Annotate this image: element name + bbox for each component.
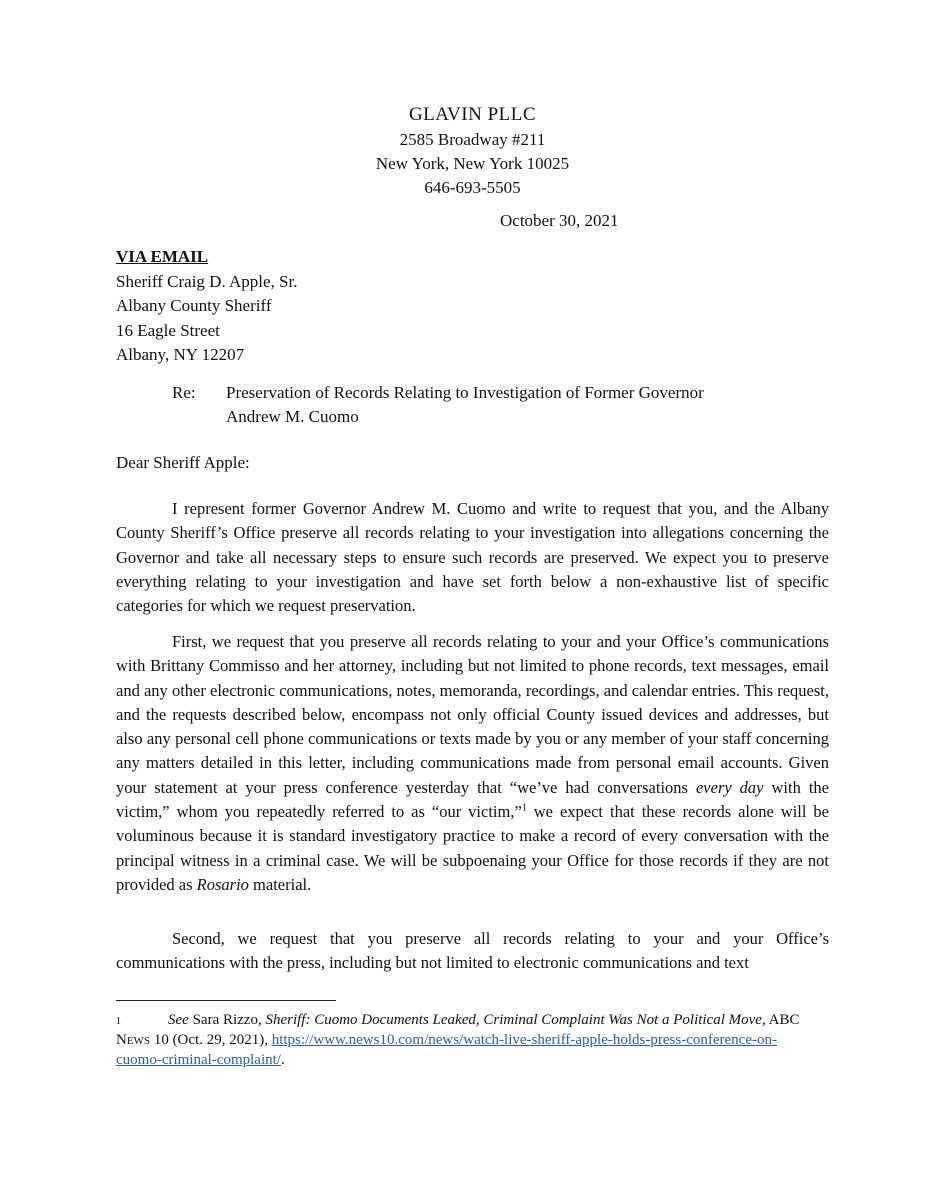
paragraph-first-request: [116, 630, 829, 897]
firm-address-line1: 2585 Broadway #211: [399, 130, 546, 149]
subject-line2: Andrew M. Cuomo: [226, 407, 359, 426]
paragraph-second-request: Second, we request that you preserve all records relating to your and your Office’s communications with the press, including but not limited to electronic communications and text: [116, 929, 829, 973]
addressee-block: [116, 245, 297, 368]
footnote-divider: [116, 1000, 336, 1001]
footnote-url-link[interactable]: https://www.news10.com/news/watch-live-sheriff-apple-holds-press-conference-on-cuomo-criminal-complaint/: [116, 1032, 777, 1068]
p2-text-part3: we expect that these records alone will be voluminous because it is standard investigatory practice to make a record of every conversation with the principal witness in a criminal case. We will be subpoenaing your Office for those records if they are not provided as: [116, 802, 829, 894]
p2-text-part2: with the victim,” whom you repeatedly referred to as “our victim,”: [116, 777, 829, 822]
p2-emphasis: every day: [695, 777, 764, 797]
footnote-publisher-news: News: [116, 1032, 151, 1048]
footnote-end: .: [280, 1052, 285, 1068]
paragraph-intro: I represent former Governor Andrew M. Cuomo and write to request that you, and the Albany County Sheriff’s Office preserve all records relating to your investigation into allegations concerning the Governor and take all necessary steps to ensure such records are preserved. We expect you to preserve everything relating to your investigation and have set forth below a non-exhaustive list of specific categories for which we request preservation.: [116, 499, 829, 616]
subject-text: [226, 381, 786, 429]
subject-line1: Preservation of Records Relating to Investigation of Former Governor: [226, 383, 704, 402]
footnote-publisher-prefix: , ABC: [761, 1012, 800, 1028]
footnote-publisher-suffix: 10 (Oct. 29, 2021),: [150, 1032, 272, 1048]
footnote-article-title: Sheriff: Cuomo Documents Leaked, Criminal Complaint Was Not a Political Move: [265, 1012, 762, 1028]
p2-rosario: Rosario: [196, 874, 249, 894]
letterhead: [0, 102, 945, 200]
subject-label: Re:: [172, 383, 196, 402]
addressee-city: Albany, NY 12207: [116, 345, 245, 364]
p2-text-part1: First, we request that you preserve all records relating to your and your Office’s communications with Brittany Commisso and her attorney, including but not limited to phone records, text messages, email and any other electronic communications, notes, memoranda, recordings, and calendar entries. This request, and the requests described below, encompass not only official County issued devices and addresses, but also any personal cell phone communications or texts made by you or any member of your staff concerning any matters detailed in this letter, including communications made from personal email accounts. Given your statement at your press conference yesterday that “we’ve had conversations: [116, 632, 829, 797]
firm-name: GLAVIN PLLC: [408, 104, 537, 125]
footnote-see: See: [168, 1012, 189, 1028]
footnote-number: 1: [116, 1016, 121, 1027]
subject-line: [172, 381, 786, 429]
footnote: [116, 1010, 816, 1070]
salutation: Dear Sheriff Apple:: [116, 453, 250, 472]
delivery-method: VIA EMAIL: [116, 247, 209, 266]
firm-address-line2: New York, New York 10025: [375, 154, 570, 173]
letter-date: October 30, 2021: [500, 211, 619, 230]
footnote-author: Sara Rizzo,: [188, 1012, 266, 1028]
addressee-title: Albany County Sheriff: [116, 296, 272, 315]
firm-phone: 646-693-5505: [424, 178, 521, 197]
footnote-reference: 1: [521, 802, 527, 814]
addressee-name: Sheriff Craig D. Apple, Sr.: [116, 271, 298, 291]
p2-text-part4: material.: [248, 874, 312, 894]
addressee-street: 16 Eagle Street: [116, 320, 220, 340]
